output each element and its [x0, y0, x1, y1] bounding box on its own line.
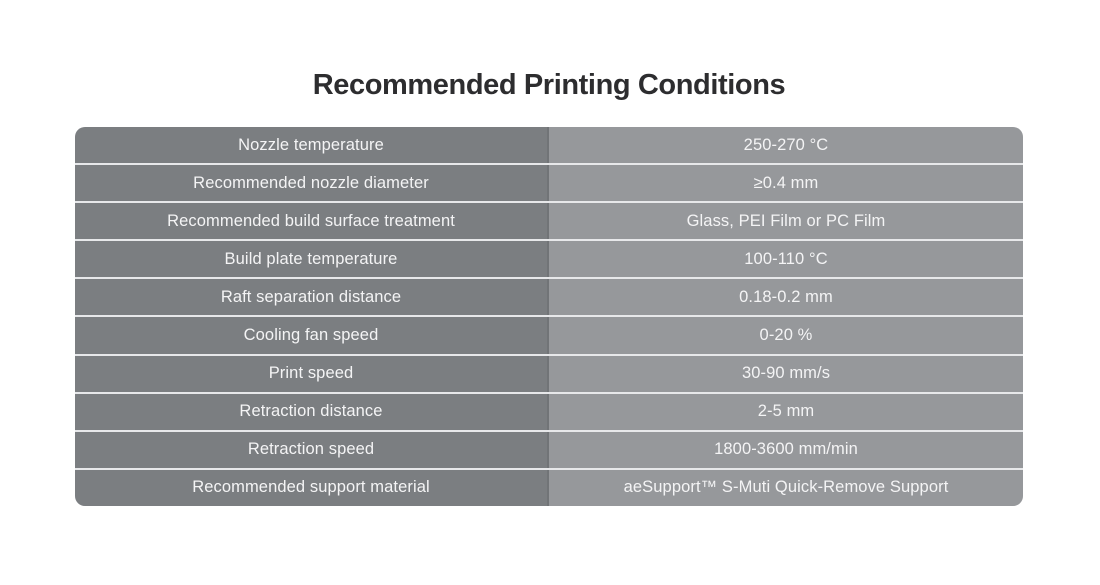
row-value: 1800-3600 mm/min [549, 432, 1023, 468]
row-value: 30-90 mm/s [549, 356, 1023, 392]
printing-conditions-table [75, 127, 1023, 506]
table-row [75, 203, 1023, 239]
row-value: aeSupport™ S-Muti Quick-Remove Support [549, 470, 1023, 506]
row-label: Raft separation distance [75, 279, 549, 315]
row-label: Nozzle temperature [75, 127, 549, 163]
table-row [75, 241, 1023, 277]
row-label: Print speed [75, 356, 549, 392]
row-value: 250-270 °C [549, 127, 1023, 163]
row-label: Recommended support material [75, 470, 549, 506]
row-label: Retraction speed [75, 432, 549, 468]
row-label: Recommended nozzle diameter [75, 165, 549, 201]
row-label: Cooling fan speed [75, 317, 549, 353]
row-value: 2-5 mm [549, 394, 1023, 430]
page-title: Recommended Printing Conditions [312, 69, 786, 101]
row-value: Glass, PEI Film or PC Film [549, 203, 1023, 239]
table-row [75, 165, 1023, 201]
row-label: Recommended build surface treatment [75, 203, 549, 239]
table-row [75, 279, 1023, 315]
table-row [75, 394, 1023, 430]
table-row [75, 317, 1023, 353]
row-value: 0.18-0.2 mm [549, 279, 1023, 315]
table-row [75, 356, 1023, 392]
content-area [75, 0, 1023, 506]
row-value: 100-110 °C [549, 241, 1023, 277]
table-row [75, 127, 1023, 163]
table-row [75, 432, 1023, 468]
row-label: Retraction distance [75, 394, 549, 430]
row-value: 0-20 % [549, 317, 1023, 353]
row-value: ≥0.4 mm [549, 165, 1023, 201]
row-label: Build plate temperature [75, 241, 549, 277]
table-row [75, 470, 1023, 506]
